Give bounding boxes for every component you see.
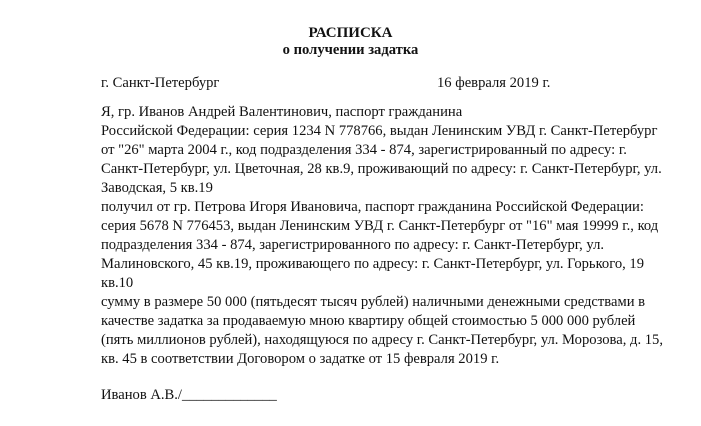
document-subtitle: о получении задатка — [282, 42, 419, 58]
text-line: кв. 45 в соответствии Договором о задатке от 15 февраля 2019 г. — [101, 351, 500, 367]
text-line-justified: качестве задатка за продаваемую мною квартиру общей стоимостью 5 000 000 рублей — [101, 313, 636, 329]
spacer — [101, 369, 701, 386]
place-date-row — [101, 74, 701, 93]
text-line: серия 5678 N 776453, выдан Ленинским УВД г. Санкт-Петербург от "16" мая 19999 г., код — [101, 218, 659, 234]
document-body — [0, 74, 701, 405]
text-line: кв.10 — [101, 275, 134, 291]
text-line: подразделения 334 - 874, зарегистрированного по адресу: г. Санкт-Петербург, ул. — [101, 237, 605, 253]
document-title: РАСПИСКА — [308, 25, 393, 41]
text-line: Заводская, 5 кв.19 — [101, 180, 213, 196]
text-line: Малиновского, 45 кв.19, проживающего по адресу: г. Санкт-Петербург, ул. Горького, 19 — [101, 256, 645, 272]
document-header — [0, 0, 701, 59]
city: г. Санкт-Петербург — [101, 75, 220, 91]
text-line: Российской Федерации: серия 1234 N 778766, выдан Ленинским УВД г. Санкт-Петербург — [101, 123, 658, 139]
text-line: Я, гр. Иванов Андрей Валентинович, паспорт гражданина — [101, 104, 463, 120]
signature-line: Иванов А.В./_____________ — [101, 387, 277, 403]
text-line-justified: сумму в размере 50 000 (пятьдесят тысяч рублей) наличными денежными средствами в — [101, 294, 646, 310]
text-line-justified: (пять миллионов рублей), находящуюся по адресу г. Санкт-Петербург, ул. Морозова, д. 15, — [101, 332, 663, 348]
text-line: Санкт-Петербург, ул. Цветочная, 28 кв.9, проживающий по адресу: г. Санкт-Петербург, ул. — [101, 161, 662, 177]
date: 16 февраля 2019 г. — [437, 75, 551, 91]
text-line: от "26" марта 2004 г., код подразделения 334 - 874, зарегистрированный по адресу: г. — [101, 142, 627, 158]
text-line: получил от гр. Петрова Игоря Ивановича, паспорт гражданина Российской Федерации: — [101, 199, 644, 215]
spacer — [101, 93, 701, 103]
